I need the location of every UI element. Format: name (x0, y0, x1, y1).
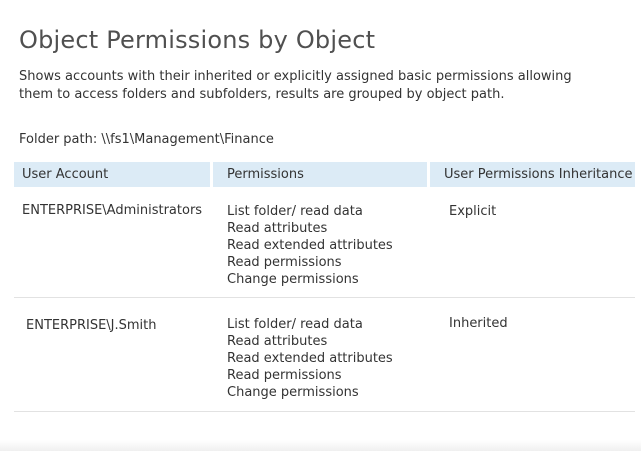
table-header (14, 162, 635, 187)
permission-item: Change permissions (227, 385, 359, 400)
permission-item: Read extended attributes (227, 351, 393, 366)
column-header-user-account: User Account (14, 162, 210, 187)
permission-item: Read attributes (227, 221, 328, 236)
folder-path: Folder path: \\fs1\Management\Finance (19, 132, 274, 147)
table-row (14, 298, 635, 412)
permission-item: Read permissions (227, 368, 342, 383)
column-header-inheritance: User Permissions Inheritance (430, 162, 635, 187)
report-description: Shows accounts with their inherited or explicitly assigned basic permissions allowing them to access folders and subfolders, results are grouped by object path. (19, 69, 572, 102)
table-row (14, 190, 635, 298)
report-title: Object Permissions by Object (19, 26, 376, 54)
permission-item: List folder/ read data (227, 204, 363, 219)
permission-item: Change permissions (227, 272, 359, 287)
column-header-permissions: Permissions (213, 162, 427, 187)
permission-item: List folder/ read data (227, 317, 363, 332)
user-account-cell: ENTERPRISE\Administrators (22, 203, 203, 218)
permissions-list (227, 203, 393, 288)
inheritance-cell: Inherited (449, 316, 508, 331)
permission-item: Read extended attributes (227, 238, 393, 253)
permissions-list (227, 316, 393, 401)
permission-item: Read attributes (227, 334, 328, 349)
permission-item: Read permissions (227, 255, 342, 270)
inheritance-cell: Explicit (449, 204, 497, 219)
user-account-cell: ENTERPRISE\J.Smith (26, 318, 157, 333)
footer-divider (0, 440, 641, 451)
